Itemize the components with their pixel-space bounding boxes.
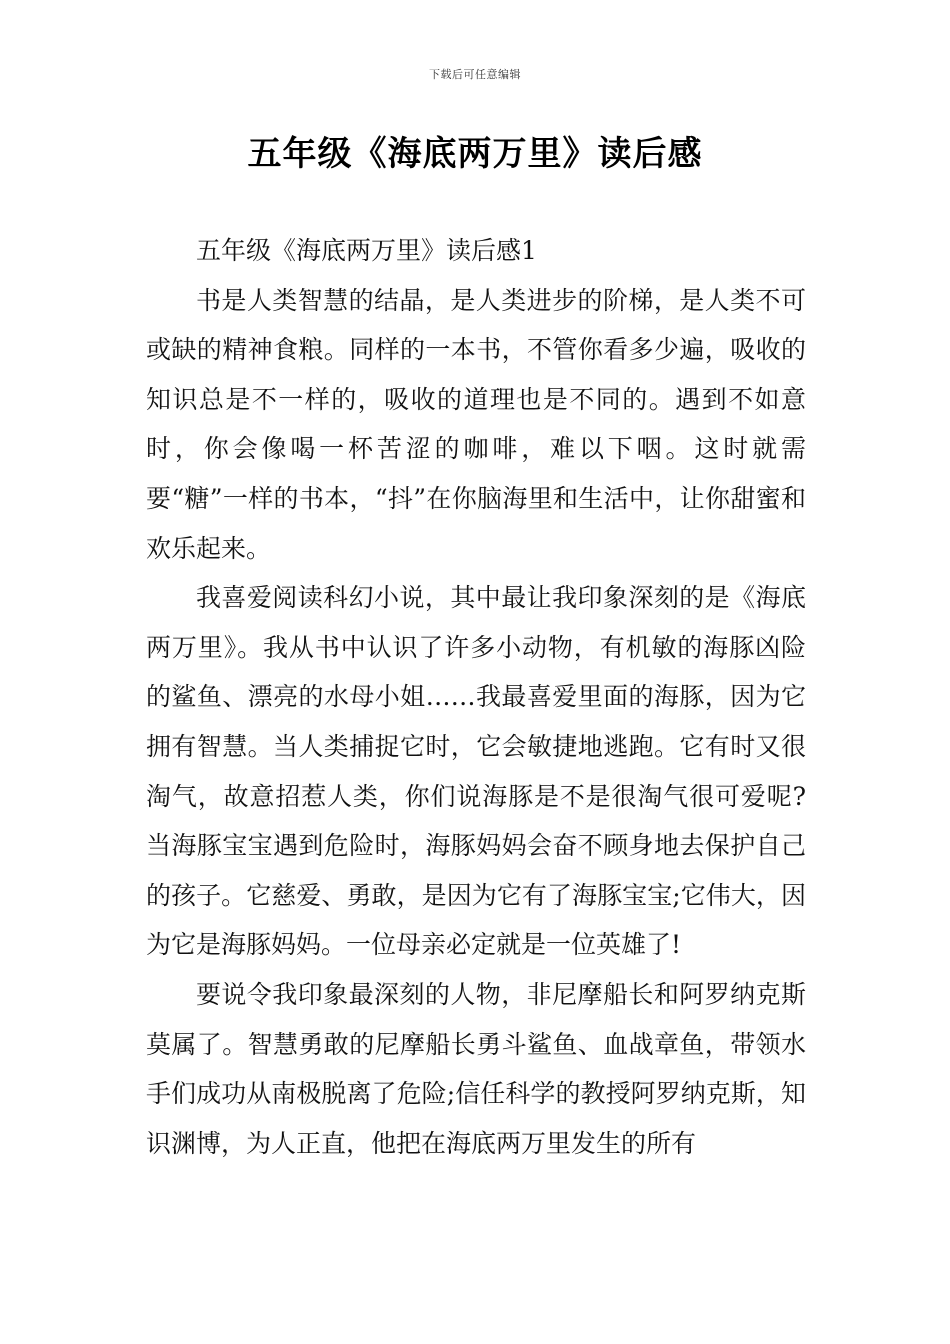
- paragraph-2: 我喜爱阅读科幻小说，其中最让我印象深刻的是《海底两万里》。我从书中认识了许多小动物，有机敏的海豚凶险的鲨鱼、漂亮的水母小姐……我最喜爱里面的海豚，因为它拥有智慧。当人类捕捉它时，它会敏捷地逃跑。它有时又很淘气，故意招惹人类，你们说海豚是不是很淘气很可爱呢?当海豚宝宝遇到危险时，海豚妈妈会奋不顾身地去保护自己的孩子。它慈爱、勇敢，是因为它有了海豚宝宝;它伟大，因为它是海豚妈妈。一位母亲必定就是一位英雄了!: [146, 583, 806, 960]
- document-body: [146, 226, 806, 1168]
- paragraph-1: 书是人类智慧的结晶，是人类进步的阶梯，是人类不可或缺的精神食粮。同样的一本书，不管你看多少遍，吸收的知识总是不一样的，吸收的道理也是不同的。遇到不如意时，你会像喝一杯苦涩的咖啡，难以下咽。这时就需要“糖”一样的书本，“抖”在你脑海里和生活中，让你甜蜜和欢乐起来。: [146, 285, 806, 563]
- header-note: 下载后可任意编辑: [429, 68, 521, 81]
- paragraph-3: 要说令我印象最深刻的人物，非尼摩船长和阿罗纳克斯莫属了。智慧勇敢的尼摩船长勇斗鲨鱼、血战章鱼，带领水手们成功从南极脱离了危险;信任科学的教授阿罗纳克斯，知识渊博，为人正直，他把在海底两万里发生的所有: [146, 979, 806, 1158]
- page-title: 五年级《海底两万里》读后感: [247, 134, 703, 174]
- section-heading: 五年级《海底两万里》读后感1: [196, 236, 537, 265]
